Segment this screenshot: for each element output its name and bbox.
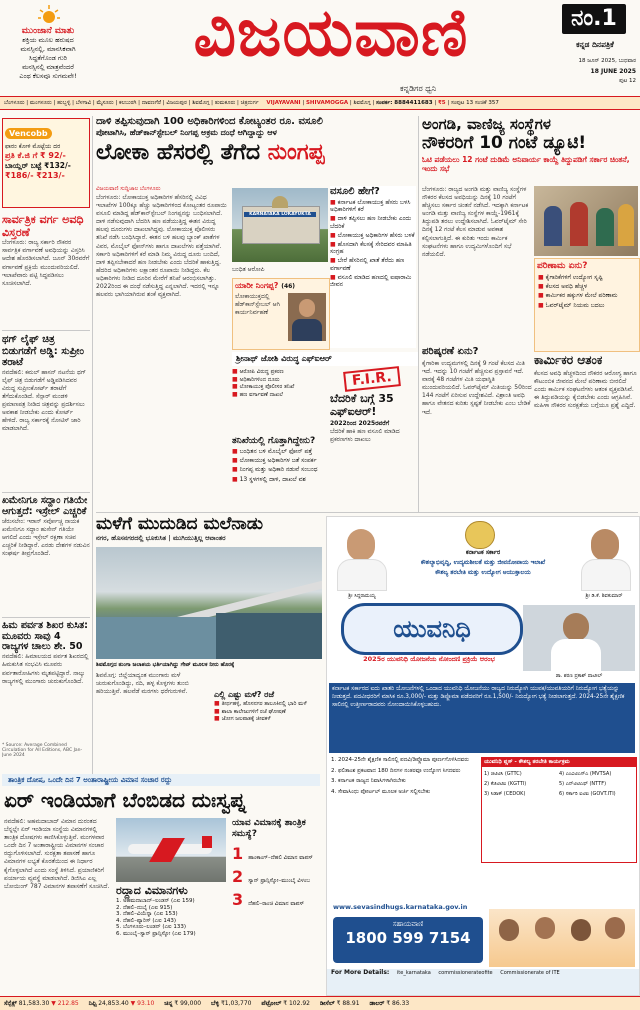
edition-name: VIJAYAVANI [266,100,301,106]
ad-url[interactable]: www.sevasindhugs.karnataka.gov.in [333,903,468,911]
sun-icon [38,4,60,24]
ticker-value: ₹1,03,770 [220,1000,252,1007]
edition-city-kn: ಶಿವಮೊಗ್ಗ [353,100,371,106]
cancel-title: ರದ್ದಾದ ವಿಮಾನಗಳು [116,884,188,897]
ad-body: ಕರ್ನಾಟಕ ಸರ್ಕಾರದ ಐದು ಖಾತರಿ ಯೋಜನೆಗಳಲ್ಲಿ ಒಂದಾದ ಯುವನಿಧಿ ಯೋಜನೆಯು ರಾಜ್ಯದ ನಿರುದ್ಯೋಗಿ ಯುವಕ/ಯುವತಿಯರಿಗೆ ನಿರುದ್ಯೋಗ ಭತ್ಯೆಯನ್ನು ನೀಡುತ್ತದೆ. ಪದವೀಧರರಿಗೆ ಮಾಸಿಕ ರೂ.3,000/- ಮತ್ತು ಡಿಪ್ಲೊಮಾ ಪಡೆದವರಿಗೆ ರೂ.1,500/- ನಿರುದ್ಯೋಗ ಭತ್ಯೆ ನೀಡಲಾಗುತ್ತದೆ. 2024-25ನೇ ಶೈಕ್ಷಣಿಕ ಸಾಲಿನಲ್ಲಿ ಉತ್ತೀರ್ಣರಾದವರು ನೋಂದಾಯಿಸಿಕೊಳ್ಳಬಹುದು. [329,683,635,753]
tech-title: ಯಾವ ವಿಮಾನಕ್ಕೆ ತಾಂತ್ರಿಕ ಸಮಸ್ಯೆ? [232,818,306,839]
ticker-label: ಪೆಟ್ರೋಲ್ [261,1000,282,1007]
probe-point: ■ 13 ಸ್ಥಳಗಳಲ್ಲಿ ದಾಳಿ, ದಾಖಲೆ ವಶ [232,476,416,483]
ticker-value: ₹ 99,000 [174,1000,202,1007]
cm-name: ಶ್ರೀ ಸಿದ್ದರಾಮಯ್ಯ [348,593,376,599]
tech-item: ದೆಹಲಿ–ರಾಂಚಿ ವಿಮಾನ ವಾಪಸ್ [248,900,305,907]
cancel-item: 1. ಅಹಮದಾಬಾದ್–ಲಂಡನ್ (ಎಐ 159) [116,898,195,904]
edition-item[interactable]: ದಾವಣಗೆರೆ [141,100,162,106]
gov-dept-2: ಕೌಶಲ್ಯ ತರಬೇತಿ ಮತ್ತು ಉದ್ಯೋಗ ಆಯುಕ್ತಾಲಯ [435,569,531,576]
tech-item: ಹಾಂಕಾಂಗ್–ದೆಹಲಿ ವಿಮಾನ ವಾಪಸ್ [248,854,313,861]
lead-byline: ವಿಜಯವಾಣಿ ಸುದ್ದಿಜಾಲ ಬೆಂಗಳೂರು [96,186,161,192]
air-kicker-bar: ತಾಂತ್ರಿಕ ದೋಷ, ಒಂದೇ ದಿನ 7 ಅಂತಾರಾಷ್ಟ್ರೀಯ ವಿಮಾನ ಸಂಚಾರ ರದ್ದು [2,774,320,786]
tech-number: 2 [232,866,244,886]
ad-footer [327,969,639,995]
effect-point: ■ ಓವರ್‌ಟೈಮ್ ನಿಯಮ ಬದಲು [535,301,639,310]
institute: 3) ಸಿಡಾಕ್ (CEDOK) [484,791,526,797]
tech-problem-box [232,818,320,988]
institute: 2) ಕೆಜಿಟಿಟಿಐ (KGTTI) [484,781,527,787]
how-title: ವಸೂಲಿ ಹೇಗೆ? [330,186,380,197]
edition-city: SHIVAMOGGA [305,100,349,106]
dam-photo [96,547,322,659]
probe-title: ತನಿಖೆಯಲ್ಲಿ ಗೊತ್ತಾಗಿದ್ದೇನು? [232,436,316,446]
morning-thought [0,26,96,81]
ticker-label: ಸೆನ್ಸೆಕ್ಸ್ [4,1000,17,1007]
cancel-item: 3. ದೆಹಲಿ–ವಿಯೆನ್ನಾ (ಎಐ 153) [116,911,178,918]
gov-title: ಕರ್ನಾಟಕ ಸರ್ಕಾರ [465,549,501,556]
minister-photo [523,605,635,671]
lead-kicker: ದಾಳಿ ತಪ್ಪಿಸುವುದಾಗಿ 100 ಅಧಿಕಾರಿಗಳಿಂದ ಕೋಟ್ಯಂತರ ರೂ. ವಸೂಲಿ [96,116,323,127]
lokayukta-building-photo [232,188,328,262]
story-body: ಬೆಂಗಳೂರು: ರಾಜ್ಯ ಸರ್ಕಾರಿ ನೌಕರರ ಸಾರ್ವತ್ರಿಕ ವರ್ಗಾವಣೆ ಅವಧಿಯನ್ನು ವಿಸ್ತರಿಸಿ ಆದೇಶ ಹೊರಡಿಸಲಾಗಿದೆ. ಜೂನ್ 30ರವರೆಗೆ ವರ್ಗಾವಣೆ ಪ್ರಕ್ರಿಯೆ ಮುಂದುವರಿಯಲಿದೆ. ಇಲಾಖೆವಾರು ಪಟ್ಟಿ ಸಿದ್ಧಪಡಿಸಲು ಸೂಚಿಸಲಾಗಿದೆ. [2,239,90,287]
lead-headline[interactable] [96,140,414,166]
ad-step: 2. ಫಲಿತಾಂಶ ಪ್ರಕಟವಾದ 180 ದಿನಗಳ ನಂತರವೂ ಉದ್ಯೋಗ ಸಿಗದವರು [331,767,461,774]
story-title[interactable]: ಥಗ್ ಲೈಫ್ ಚಿತ್ರ ಬಿಡುಗಡೆಗೆ ಅಡ್ಡಿ: ಸುಪ್ರೀಂ ತರಾಟೆ [2,334,84,369]
edition-bar: ಬೆಂಗಳೂರು | ಮಂಗಳೂರು | ಹುಬ್ಬಳ್ಳಿ | ಬೆಳಗಾವಿ | ಮೈಸೂರು | ಕಲಬುರಗಿ | ದಾವಣಗೆರೆ | ವಿಜಯಪುರ | ಶಿವಮೊಗ್ಗ | ತುಮಕೂರು | ಚಿತ್ರದುರ್ಗ VIJAYAVANI | SHIVAMOGGA | ಶಿವಮೊಗ್ಗ | ಸಂಪರ್ಕ: 8884411683 | ₹5 | ಸಂಪುಟ 13 ಸಂಚಿಕೆ 357 [0,96,640,110]
how-point: ■ ಕರ್ನಾಟಕ ಲೋಕಾಯುಕ್ತ ಹೆಸರು ಬಳಸಿ ಅಧಿಕಾರಿಗಳಿಗೆ ಕರೆ [330,199,416,213]
ad-line: ಪ್ರತಿ ಕೆ.ಜಿ ಗೆ ₹ 92/- [5,151,66,160]
air-headline[interactable]: ಏರ್ ಇಂಡಿಯಾಗೆ ಬೆಂಬಿಡದ ದುಃಸ್ವಪ್ನ [4,788,246,812]
cancel-item: 4. ದೆಹಲಿ–ಪ್ಯಾರಿಸ್ (ಎಐ 143) [116,917,177,924]
fir-point: ■ ಅಧಿಕಾರಿಗಳಿಂದ ದೂರು [232,376,328,384]
story-body: ನವದೆಹಲಿ: ಹಿಮಾಲಯದ ಪರ್ವತ ಶಿಖರದಲ್ಲಿ ಹಿಮಕುಸಿತ ಸಂಭವಿಸಿ ಮೂವರು ಪರ್ವತಾರೋಹಿಗಳು ಮೃತಪಟ್ಟಿದ್ದಾರೆ. ನಾಲ್ಕು ರಾಜ್ಯಗಳಲ್ಲಿ ಮುಂಗಾರು ಚುರುಕುಗೊಂಡಿದೆ. [2,653,89,685]
probe-box [232,436,416,510]
edition-item[interactable]: ಶಿವಮೊಗ್ಗ [192,100,210,106]
more-details: For More Details: [331,969,390,976]
cancel-item: 6. ಮುಂಬೈ–ಸ್ಯಾನ್ ಫ್ರಾನ್ಸಿಸ್ಕೋ (ಎಐ 179) [116,930,196,937]
cancelled-flights [116,884,236,988]
edition-item[interactable]: ಬೆಳಗಾವಿ [75,100,92,106]
right-body: ಬೆಂಗಳೂರು: ರಾಜ್ಯದ ಅಂಗಡಿ ಮತ್ತು ವಾಣಿಜ್ಯ ಸಂಸ್ಥೆಗಳ ನೌಕರರ ಕೆಲಸದ ಅವಧಿಯನ್ನು ದಿನಕ್ಕೆ 10 ಗಂಟೆಗೆ ಹೆಚ್ಚಿಸಲು ಸರ್ಕಾರ ಚಿಂತನೆ ನಡೆಸಿದೆ. ಇದಕ್ಕಾಗಿ ಕರ್ನಾಟಕ ಅಂಗಡಿ ಮತ್ತು ವಾಣಿಜ್ಯ ಸಂಸ್ಥೆಗಳ ಕಾಯ್ದೆ-1961ಕ್ಕೆ ತಿದ್ದುಪಡಿ ತರಲು ಉದ್ದೇಶಿಸಲಾಗಿದೆ. ಓವರ್‌ಟೈಮ್ ಸೇರಿ ದಿನಕ್ಕೆ 12 ಗಂಟೆ ಕೆಲಸ ಮಾಡುವ ಅವಕಾಶ ಕಲ್ಪಿಸಲಾಗುತ್ತಿದೆ. ಈ ಕುರಿತು ಇಂದು ಕಾರ್ಮಿಕ ಸಂಘಟನೆಗಳು ಹಾಗೂ ಉದ್ಯಮಿಗಳೊಂದಿಗೆ ಸಭೆ ನಡೆಯಲಿದೆ. [422,186,529,258]
who-title: ಯಾರೀ ನಿಂಗಪ್ಪ? [235,281,279,290]
where-point: ■ ಜೋಗ ಜಲಪಾತಕ್ಕೆ ಜೀವಕಳೆ [214,715,322,723]
right-subhead: ಓಟಿ ಪಡೆಯಲು 12 ಗಂಟೆ ದುಡಿಮೆ ಅನಿವಾರ್ಯ ಕಾಯ್ದೆ ತಿದ್ದುಪಡಿಗೆ ಸರ್ಕಾರ ಚಿಂತನೆ, ಇಂದು ಸಭೆ [422,154,630,174]
ticker-delta: ▼ 212.85 [51,1000,79,1007]
story-body: ನವದೆಹಲಿ: ಕಮಲ್ ಹಾಸನ್ ನಟನೆಯ ಥಗ್ ಲೈಫ್ ಚಿತ್ರ ಬಿಡುಗಡೆಗೆ ಅಡ್ಡಿಪಡಿಸಿದವರ ವಿರುದ್ಧ ಸುಪ್ರೀಂಕೋರ್ಟ್ ತರಾಟೆಗೆ ತೆಗೆದುಕೊಂಡಿದೆ. ಸೆನ್ಸಾರ್ ಮಂಡಳಿ ಪ್ರಮಾಣಪತ್ರ ನೀಡಿದ ಚಿತ್ರವನ್ನು ಪ್ರದರ್ಶಿಸಲು ಅವಕಾಶ ನೀಡಬೇಕು ಎಂದು ಕೋರ್ಟ್ ಹೇಳಿದೆ. ರಾಜ್ಯ ಸರ್ಕಾರಕ್ಕೆ ನೋಟಿಸ್ ಜಾರಿ ಮಾಡಲಾಗಿದೆ. [2,368,87,433]
ticker-value: ₹ 86.33 [386,1000,410,1007]
lead-kicker-2: ಪೋಟಾಗಿಸಿ, ಹೆಡ್‌ಕಾನ್‌ಸ್ಟೇಬಲ್ ನಿಂಗಪ್ಪ ಅಕ್ರಮ ದಂಧೆ ಆಗಿದ್ದಾದ್ದು ಆಳ [96,128,277,137]
date-english: 18 JUNE 2025 [590,68,636,75]
ad-step: 3. ಕರ್ನಾಟಕ ರಾಜ್ಯದ ನಿವಾಸಿಗಳಾಗಿರಬೇಕು [331,778,406,785]
ticker-item [211,1000,251,1007]
fir-stamp: F.I.R. [343,366,401,392]
photo-sign: KARNATAKA LOKAYUKTA [244,212,316,217]
scheme-banner [341,603,523,655]
dcm-name: ಶ್ರೀ ಡಿ.ಕೆ. ಶಿವಕುಮಾರ್ [585,593,623,599]
ticker-label: ಚಿನ್ನ [164,1000,173,1007]
edition-item[interactable]: ಕಲಬುರಗಿ [118,100,137,106]
ticker-label: ಬೆಳ್ಳಿ [211,1000,220,1007]
concern-title: ಕಾರ್ಮಿಕರ ಆತಂಕ [534,353,603,367]
fir-point: ■ ಲೋಕಾಯುಕ್ತ ಪೊಲೀಸರ ತನಿಖೆ [232,383,328,391]
fir-point: ■ ಆರೋಪಿ ವಿರುದ್ಧ ಪ್ರಕರಣ [232,368,328,376]
students-photo [489,909,635,967]
minister-name: ಡಾ. ಶರಣ ಪ್ರಕಾಶ್ ಪಾಟೀಲ್ [555,673,603,679]
where-point: ■ ತೀರ್ಥಹಳ್ಳಿ, ಹೊಸನಗರ ತಾಲೂಕಿನಲ್ಲಿ ಭಾರಿ ಮಳೆ [214,700,322,708]
ticker-value: ₹ 88.91 [336,1000,360,1007]
left-column [2,118,90,774]
ticker-label: ಡೀಸೆಲ್ [319,1000,335,1007]
handle[interactable]: ite_karnataka [396,970,431,976]
thought-line: ಮನಸ್ಸಿನಲ್ಲಿ ಮಾತ್ರವೆಂದರೆ [22,63,74,71]
tech-number: 1 [232,843,244,863]
date-kannada: 18 ಜೂನ್ 2025, ಬುಧವಾರ [578,58,636,64]
ticker-value: ₹ 102.92 [283,1000,310,1007]
edition-item[interactable]: ತುಮಕೂರು [214,100,236,106]
fir-banner[interactable]: ಶ್ರೀನಾಥ್ ಜೋಶಿ ವಿರುದ್ಧ ಎಫ್‌ಐಆರ್ [232,352,418,366]
institute: 5) ಎನ್‌ಟಿಟಿಎಫ್ (NTTF) [559,781,607,787]
lead-body-mid: ಬಂಧಿತ ಆರೋಪಿ [232,266,265,273]
ticker-value: 24,853.40 [98,1000,129,1007]
paper-title: ವಿಜಯವಾಣಿ [193,0,469,71]
fir-text: ಬೆದರಿಕೆ ಹಾಕಿ ಹಣ ವಸೂಲಿ ಮಾಡಿದ ಪ್ರಕರಣಗಳು ದಾಖಲು [330,428,400,444]
how-point: ■ ಹೊಸದಾಗಿ ಕೆಲಸಕ್ಕೆ ಸೇರಿದವರ ಮಾಹಿತಿ ಸಂಗ್ರಹ [330,241,416,255]
suspect-photo [288,293,326,341]
right-kicker: ಅಂಗಡಿ, ವಾಣಿಜ್ಯ ಸಂಸ್ಥೆಗಳ [422,115,551,133]
ticker-label: ಡಾಲರ್ [369,1000,385,1007]
story-body: ಜೆರುಸಲೇಂ: ಇರಾನ್ ಸರ್ವೋಚ್ಚ ನಾಯಕ ಖಮೇನಿಗೂ ಸದ್ದಾಂ ಹುಸೇನ್ ಗತಿಯೇ ಆಗಲಿದೆ ಎಂದು ಇಸ್ರೇಲ್ ರಕ್ಷಣಾ ಸಚಿವ ಎಚ್ಚರಿಕೆ ನೀಡಿದ್ದಾರೆ. ಎರಡು ದೇಶಗಳ ನಡುವಿನ ಸಂಘರ್ಷ ತೀವ್ರಗೊಂಡಿದೆ. [2,517,90,557]
helpline-box [333,917,483,963]
ticker-item [4,1000,79,1007]
paper-subtitle: ಕನ್ನಡಿಗರ ಧ್ವನಿ [400,84,437,93]
probe-point: ■ ಲೋಕಾಯುಕ್ತ ಅಧಿಕಾರಿಗಳ ಜತೆ ಸಂಪರ್ಕ [232,457,416,464]
story-title[interactable]: ಹಿಮ ಪರ್ವತ ಶಿಖರ ಕುಸಿತ: ಮೂವರು ಸಾವು 4 ರಾಜ್ಯಗಳ ಚಾಲು ಶೇ. 50 [2,619,88,653]
probe-point: ■ ಬಂಧಿತನ ಬಳಿ ಮೊಬೈಲ್ ಫೋನ್ ಪತ್ತೆ [232,448,416,455]
fir-points [232,368,328,432]
skills-box [481,757,637,863]
cancel-item: 5. ಬೆಂಗಳೂರು–ಲಂಡನ್ (ಎಐ 133) [116,924,187,931]
how-box [330,186,416,348]
phone: ಸಂಪರ್ಕ: 8884411683 [375,100,433,106]
ticker-label: ನಿಫ್ಟಿ [88,1000,97,1007]
badge-sub: ಕನ್ನಡ ದಿನಪತ್ರಿಕೆ [576,40,614,49]
edition-item[interactable]: ಹುಬ್ಬಳ್ಳಿ [57,100,71,106]
rain-headline[interactable]: ಮಳೆಗೆ ಮುದುಡಿದ ಮಲೆನಾಡು [96,514,263,534]
thought-line: ಸಿದ್ಧತೆಗೊಂಡ ಗುರಿ [29,54,67,62]
worker-concern [534,354,638,510]
gov-dept: ಕೌಶಲ್ಯಾಭಿವೃದ್ಧಿ, ಉದ್ಯಮಶೀಲತೆ ಮತ್ತು ಜೀವನೋಪಾಯ ಇಲಾಖೆ [420,559,546,566]
dcm-photo [575,525,635,591]
effect-title: ಪರಿಣಾಮ ಏನು? [537,261,588,271]
plane-photo [116,818,226,882]
effect-point: ■ ಕೆಲಸದ ಅವಧಿ ಹೆಚ್ಚಳ [535,282,639,291]
fir-caption: ಬೆದರಿಕೆ ಬಗ್ಗೆ 35 ಎಫ್‌ಐಆರ್! [330,392,394,418]
rain-body: ಶಿವಮೊಗ್ಗ: ಜಿಲ್ಲೆಯಾದ್ಯಂತ ಮುಂಗಾರು ಮಳೆ ಚುರುಕುಗೊಂಡಿದ್ದು, ನದಿ, ಹಳ್ಳ ಕೊಳ್ಳಗಳು ತುಂಬಿ ಹರಿಯುತ್ತಿವೆ. ಹಲವೆಡೆ ಮರಗಳು ಧರೆಗುರುಳಿವೆ. [96,671,189,695]
ad-steps [331,757,477,897]
who-box [232,278,330,350]
tech-item: ಸ್ಯಾನ್ ಫ್ರಾನ್ಸಿಸ್ಕೋ–ಮುಂಬೈ ವಿಳಂಬ [248,877,311,884]
skills-title: ಯುವನಿಧಿ ಪ್ಲಸ್ - ಕೌಶಲ್ಯ ತರಬೇತಿ ಕಾರ್ಯಕ್ರಮ [482,758,636,767]
ticker-item [261,1000,310,1007]
ad-line: ಬಾಯ್ಲರ್ ಬಟ್ಟೆ ₹132/- [5,161,71,170]
lead-headline-a: ಲೋಕಾ ಹೆಸರಲ್ಲಿ ತೆಗೆದ [96,139,268,165]
how-point: ■ ವಸೂಲಿ ಮಾಡಿದ ಹಣದಲ್ಲಿ ಐಷಾರಾಮಿ ಜೀವನ [330,274,416,288]
probe-point: ■ ನಿಂಗಪ್ಪ ಮತ್ತು ಅಧಿಕಾರಿ ನಡುವೆ ಸಂಬಂಧ [232,466,416,473]
tech-number: 3 [232,889,244,909]
ad-line: ₹186/- ₹213/- [5,171,65,180]
egg-rate-ad [2,118,90,208]
how-point: ■ ಲೋಕಾಯುಕ್ತ ಅಧಿಕಾರಿಗಳ ಹೆಸರು ಬಳಕೆ [330,232,416,239]
volume: ಸಂಪುಟ 13 ಸಂಚಿಕೆ 357 [450,100,499,106]
fir-point: ■ ಹಣ ವರ್ಗಾವಣೆ ದಾಖಲೆ [232,391,328,399]
effect-point: ■ ಕಾರ್ಮಿಕರ ಹಕ್ಕುಗಳ ಮೇಲೆ ಪರಿಣಾಮ [535,291,639,300]
rain-subhead: ನಗರ, ಹೊಸನಗರದಲ್ಲಿ ಭೂಕುಸಿತ | ಮುಗಿಯುತ್ತಿಲ್ಲ ಆವಾಂತರ [96,534,226,543]
price: ₹5 [437,100,446,106]
cancel-item: 2. ದೆಹಲಿ–ದುಬೈ (ಎಐ 915) [116,904,173,911]
handle[interactable]: Commissionerate of ITE [500,970,560,976]
scheme-title: ಯುವನಿಧಿ [393,615,471,643]
who-text: ಲೋಕಾಯುಕ್ತದಲ್ಲಿ ಹೆಡ್‌ಕಾನ್‌ಸ್ಟೇಬಲ್ ಆಗಿ ಕಾರ್ಯನಿರ್ವಹಣೆ [235,293,280,317]
workers-photo [534,186,638,256]
fir-year: 2022ರಿಂದ 2025ರವರೆಗೆ [330,420,390,428]
yuvanidhi-ad [326,516,640,996]
source-note: * Source: Average Combined Circulation for All Editions, ABC Jan-June 2024 [2,743,83,759]
helpline-number[interactable]: 1800 599 7154 [345,929,471,947]
ad-step: 1. 2024-25ನೇ ಶೈಕ್ಷಣಿಕ ಸಾಲಿನಲ್ಲಿ ಪದವಿ/ಡಿಪ್ಲೊಮಾ ಪೂರ್ಣಗೊಳಿಸಿದವರು [331,757,469,763]
rain-caption: ಶಿವಮೊಗ್ಗದ ತುಂಗಾ ಜಲಾಶಯ ಭರ್ತಿಯಾಗಿದ್ದು ಗೇಟ್ ಮೂಲಕ ನೀರು ಹೊರಕ್ಕೆ [96,662,235,669]
air-body: ನವದೆಹಲಿ: ಅಹಮದಾಬಾದ್ ವಿಮಾನ ದುರಂತದ ಬೆನ್ನಲ್ಲೇ ಏರ್ ಇಂಡಿಯಾ ಸಂಸ್ಥೆಯ ವಿಮಾನಗಳಲ್ಲಿ ತಾಂತ್ರಿಕ ದೋಷಗಳು ಕಾಣಿಸಿಕೊಳ್ಳುತ್ತಿವೆ. ಮಂಗಳವಾರ ಒಂದೇ ದಿನ 7 ಅಂತಾರಾಷ್ಟ್ರೀಯ ವಿಮಾನಗಳ ಸಂಚಾರ ರದ್ದುಗೊಳಿಸಲಾಗಿದೆ. ಸುರಕ್ಷತಾ ತಪಾಸಣೆ ಹಾಗೂ ವಿಮಾನಗಳ ಲಭ್ಯತೆ ಕೊರತೆಯಿಂದ ಈ ನಿರ್ಧಾರ ಕೈಗೊಳ್ಳಲಾಗಿದೆ ಎಂದು ಸಂಸ್ಥೆ ತಿಳಿಸಿದೆ. ಪ್ರಯಾಣಿಕರಿಗೆ ಪರ್ಯಾಯ ವ್ಯವಸ್ಥೆ ಮಾಡಲಾಗಿದೆ. ಡಿಜಿಸಿಎ ಎಲ್ಲ ಬೋಯಿಂಗ್ 787 ವಿಮಾನಗಳ ತಪಾಸಣೆಗೆ ಸೂಚಿಸಿದೆ. [4,818,110,890]
effect-point: ■ ಕೈಗಾರಿಕೆಗಳಿಗೆ ಉದ್ಯೋಗ ಸೃಷ್ಟಿ [535,273,639,282]
helpline-label: ಸಹಾಯವಾಣಿ [392,920,424,928]
story-title[interactable]: ಖಮೇನಿಗೂ ಸದ್ದಾಂ ಗತಿಯೇ ಆಗುತ್ತದೆ: ಇಸ್ರೇಲ್ ಎಚ್ಚರಿಕೆ [2,494,88,517]
govt-emblem-icon [465,521,495,549]
story-title[interactable]: ಸಾರ್ವತ್ರಿಕ ವರ್ಗ ಅವಧಿ ವಿಸ್ತರಣೆ [2,213,84,239]
ad-line: ಫಾರಂ ಕೋಳಿ ಮೊಟ್ಟೆಯ ದರ [5,143,61,150]
right-headline[interactable]: ನೌಕರರಿಗೆ 10 ಗಂಟೆ ಡ್ಯೂಟಿ! [422,133,587,154]
how-point: ■ ಬೇರೆ ಹೆಸರಿನಲ್ಲಿ ಖಾತೆ ತೆರೆದು ಹಣ ವರ್ಗಾವಣೆ [330,257,416,271]
ticker-delta: ▼ 93.10 [130,1000,155,1007]
masthead [0,0,640,96]
cm-photo [331,525,391,591]
concern-body: ಕೆಲಸದ ಅವಧಿ ಹೆಚ್ಚಳದಿಂದ ನೌಕರರ ಆರೋಗ್ಯ ಹಾಗೂ ಕೌಟುಂಬಿಕ ಜೀವನದ ಮೇಲೆ ಪರಿಣಾಮ ಬೀರಲಿದೆ ಎಂದು ಕಾರ್ಮಿಕ ಸಂಘಟನೆಗಳು ಆತಂಕ ವ್ಯಕ್ತಪಡಿಸಿವೆ. ಈ ತಿದ್ದುಪಡಿಯನ್ನು ಕೈಬಿಡಬೇಕು ಎಂದು ಆಗ್ರಹಿಸಿವೆ. ಮಹಿಳಾ ನೌಕರರ ಸುರಕ್ಷತೆಯ ಬಗ್ಗೆಯೂ ಪ್ರಶ್ನೆ ಎದ್ದಿದೆ. [534,369,637,410]
institute: 1) ಜಿಟಿಟಿಸಿ (GTTC) [484,771,522,777]
ticker-item [320,1000,360,1007]
edition-item[interactable]: ಬೆಂಗಳೂರು [4,100,25,106]
ticker-item [369,1000,409,1007]
effect-box [534,258,640,352]
thought-title: ಮುಂಜಾನೆ ಮಾತು [21,26,75,36]
institute: 4) ಎಂವಿಟಿಎಸ್‌ಎ (MVTSA) [559,771,612,777]
thought-line: ಮನಸ್ಸಿನಲ್ಲಿ, ಮಾನಸಿಕವಾಗಿ [20,45,76,53]
edition-item[interactable]: ಚಿತ್ರದುರ್ಗ [240,100,259,106]
ad-brand: Vencobb [5,128,52,139]
edition-item[interactable]: ವಿಜಯಪುರ [166,100,187,106]
institute: 6) ಸರ್ಕಾರಿ ಐಟಿಐ (GOVT.ITI) [559,791,616,797]
ticker-item [164,1000,201,1007]
badge-text: ನಂ.1 [571,6,617,31]
market-ticker [0,996,640,1010]
ticker-item [89,1000,155,1007]
handle[interactable]: commissionerateofite [438,970,493,976]
revision-title: ಪರಿಷ್ಕರಣೆ ಏನು? [422,346,479,357]
edition-item[interactable]: ಮೈಸೂರು [96,100,114,106]
where-rain-box [214,690,322,770]
page-count: ಪುಟ 12 [619,78,636,84]
edition-item[interactable]: ಮಂಗಳೂರು [29,100,52,106]
scheme-sub: 2025ರ ಯುವನಿಧಿ ಯೋಜನೆಯ ನೋಂದಣಿ ಪ್ರಕ್ರಿಯೆ ಆರಂಭ [363,655,495,663]
how-point: ■ ದಾಳಿ ತಪ್ಪಿಸಲು ಹಣ ನೀಡಬೇಕು ಎಂದು ಬೆದರಿಕೆ [330,215,416,229]
lead-headline-b: ನುಂಗಪ್ಪ [267,139,325,165]
ad-step: 4. ಸೇವಾಸಿಂಧು ಪೋರ್ಟಲ್ ಮೂಲಕ ಅರ್ಜಿ ಸಲ್ಲಿಸಬೇಕು [331,788,431,795]
thought-line: ಶಕ್ತಿಯ ಮೂಲ ಹರುಷದ [22,36,74,44]
who-age: (46) [281,283,296,290]
revision-body: ಕೈಗಾರಿಕಾ ಉದ್ಯಮಗಳಲ್ಲಿ ದಿನಕ್ಕೆ 9 ಗಂಟೆ ಕೆಲಸದ ಮಿತಿ ಇದೆ. ಇದನ್ನು 10 ಗಂಟೆಗೆ ಹೆಚ್ಚಿಸುವ ಪ್ರಸ್ತಾವನೆ ಇದೆ. ವಾರಕ್ಕೆ 48 ಗಂಟೆಗಳ ಮಿತಿ ಯಥಾಸ್ಥಿತಿ ಮುಂದುವರಿಯಲಿದೆ. ಓವರ್‌ಟೈಮ್ ಮಿತಿಯನ್ನು 50ರಿಂದ 144 ಗಂಟೆಗೆ ಏರಿಸುವ ಉದ್ದೇಶವಿದೆ. ವಿಶ್ರಾಂತಿ ಅವಧಿ ಹಾಗೂ ವೇತನದ ಕುರಿತು ಸ್ಪಷ್ಟತೆ ನೀಡಬೇಕು ಎಂಬ ಬೇಡಿಕೆ ಇದೆ. [422,360,532,416]
lead-body: ಬೆಂಗಳೂರು: ಲೋಕಾಯುಕ್ತ ಅಧಿಕಾರಿಗಳ ಹೆಸರಿನಲ್ಲಿ ವಿವಿಧ ಇಲಾಖೆಗಳ 100ಕ್ಕೂ ಹೆಚ್ಚು ಅಧಿಕಾರಿಗಳಿಂದ ಕೋಟ್ಯಂತರ ರೂಪಾಯಿ ವಸೂಲಿ ಮಾಡಿದ್ದ ಹೆಡ್‌ಕಾನ್‌ಸ್ಟೇಬಲ್ ನಿಂಗಪ್ಪನನ್ನು ಬಂಧಿಸಲಾಗಿದೆ. ದಾಳಿ ನಡೆಸುವುದಾಗಿ ಬೆದರಿಸಿ ಹಣ ಪಡೆಯುತ್ತಿದ್ದ ಈತನ ವಿರುದ್ಧ ಹಲವು ದೂರುಗಳು ದಾಖಲಾಗಿದ್ದವು. ಲೋಕಾಯುಕ್ತ ಪೊಲೀಸರು ತನಿಖೆ ನಡೆಸಿ ಬಂಧಿಸಿದ್ದಾರೆ. ಈತನ ಬಳಿ ಹಲವು ಬ್ಯಾಂಕ್ ಖಾತೆಗಳ ವಿವರ, ಮೊಬೈಲ್ ಫೋನ್‌ಗಳು ಹಾಗೂ ದಾಖಲೆಗಳು ಪತ್ತೆಯಾಗಿವೆ. ಸರ್ಕಾರಿ ಅಧಿಕಾರಿಗಳಿಗೆ ಕರೆ ಮಾಡಿ ನಿಮ್ಮ ವಿರುದ್ಧ ದೂರು ಬಂದಿದೆ, ದಾಳಿ ತಪ್ಪಿಸಬೇಕಾದರೆ ಹಣ ನೀಡಬೇಕು ಎಂದು ಬೆದರಿಕೆ ಹಾಕುತ್ತಿದ್ದ. ಹೆದರಿದ ಅಧಿಕಾರಿಗಳು ಲಕ್ಷಾಂತರ ರೂಪಾಯಿ ನೀಡಿದ್ದರು. ಕೆಲ ಅಧಿಕಾರಿಗಳು ನೀಡಿದ ದೂರಿನ ಮೇರೆಗೆ ತನಿಖೆ ಆರಂಭಿಸಲಾಗಿತ್ತು. 2022ರಿಂದ ಈ ದಂಧೆ ನಡೆಸುತ್ತಿದ್ದ ಎನ್ನಲಾಗಿದೆ. ಇದರಲ್ಲಿ ಇನ್ನೂ ಹಲವರು ಭಾಗಿಯಾಗಿರುವ ಶಂಕೆ ವ್ಯಕ್ತವಾಗಿದೆ. [96,194,227,299]
number-one-badge [562,4,626,34]
thought-line: ಎಂಥ ಕೆಲಸವೂ ಸುಗಮವೇ! [19,72,77,80]
where-point: ■ ಶಾಲಾ ಕಾಲೇಜುಗಳಿಗೆ ರಜೆ ಘೋಷಣೆ [214,708,322,716]
ticker-value: 81,583.30 [18,1000,50,1007]
where-title: ಎಲ್ಲಿ ಎಷ್ಟು ಮಳೆ? ರಜೆ [214,690,275,699]
